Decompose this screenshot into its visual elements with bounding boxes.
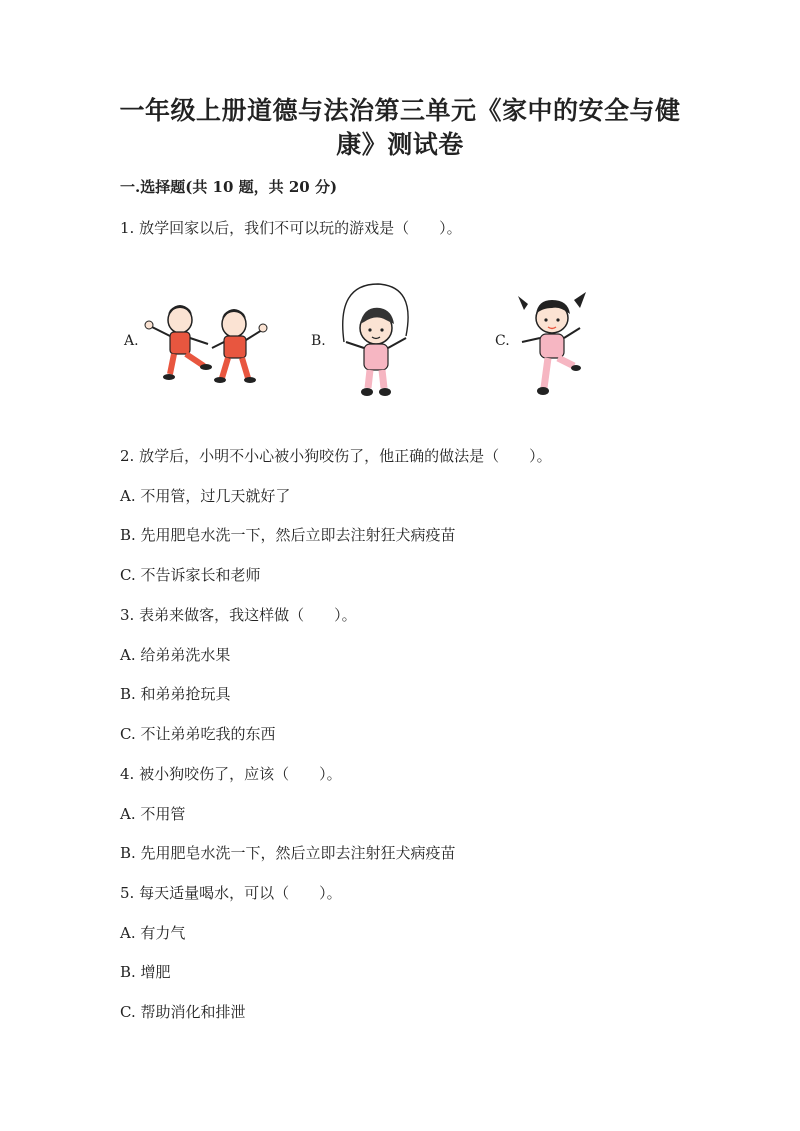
two-boys-fighting-icon: [142, 300, 272, 385]
q1-option-a-label: A.: [124, 333, 139, 349]
question-5-option-b: B. 增肥: [120, 963, 171, 981]
question-3-option-b: B. 和弟弟抢玩具: [120, 685, 231, 703]
section-heading: 一.选择题(共 10 题，共 20 分): [120, 178, 338, 196]
question-3-option-a: A. 给弟弟洗水果: [120, 646, 231, 664]
question-3-option-c: C. 不让弟弟吃我的东西: [120, 725, 276, 743]
question-4-stem: 4. 被小狗咬伤了，应该（ ）。: [120, 765, 342, 783]
question-4-option-b: B. 先用肥皂水洗一下，然后立即去注射狂犬病疫苗: [120, 844, 456, 862]
question-5-option-c: C. 帮助消化和排泄: [120, 1003, 246, 1021]
q1-option-c-label: C.: [495, 333, 510, 349]
girl-dancing-icon: [514, 288, 594, 398]
page-title-line-2: 康》测试卷: [336, 130, 464, 159]
page-title: [100, 94, 700, 162]
child-jumping-rope-icon: [330, 280, 420, 400]
question-4-option-a: A. 不用管: [120, 805, 186, 823]
question-2-option-a: A. 不用管，过几天就好了: [120, 487, 291, 505]
question-1-stem: 1. 放学回家以后，我们不可以玩的游戏是（ ）。: [120, 219, 462, 237]
question-3-stem: 3. 表弟来做客，我这样做（ ）。: [120, 606, 357, 624]
question-5-stem: 5. 每天适量喝水，可以（ ）。: [120, 884, 342, 902]
page-title-line-1: 一年级上册道德与法治第三单元《家中的安全与健: [119, 96, 681, 125]
question-5-option-a: A. 有力气: [120, 924, 186, 942]
question-2-option-c: C. 不告诉家长和老师: [120, 566, 261, 584]
question-2-stem: 2. 放学后，小明不小心被小狗咬伤了，他正确的做法是（ ）。: [120, 447, 552, 465]
question-2-option-b: B. 先用肥皂水洗一下，然后立即去注射狂犬病疫苗: [120, 526, 456, 544]
q1-option-b-label: B.: [311, 333, 326, 349]
